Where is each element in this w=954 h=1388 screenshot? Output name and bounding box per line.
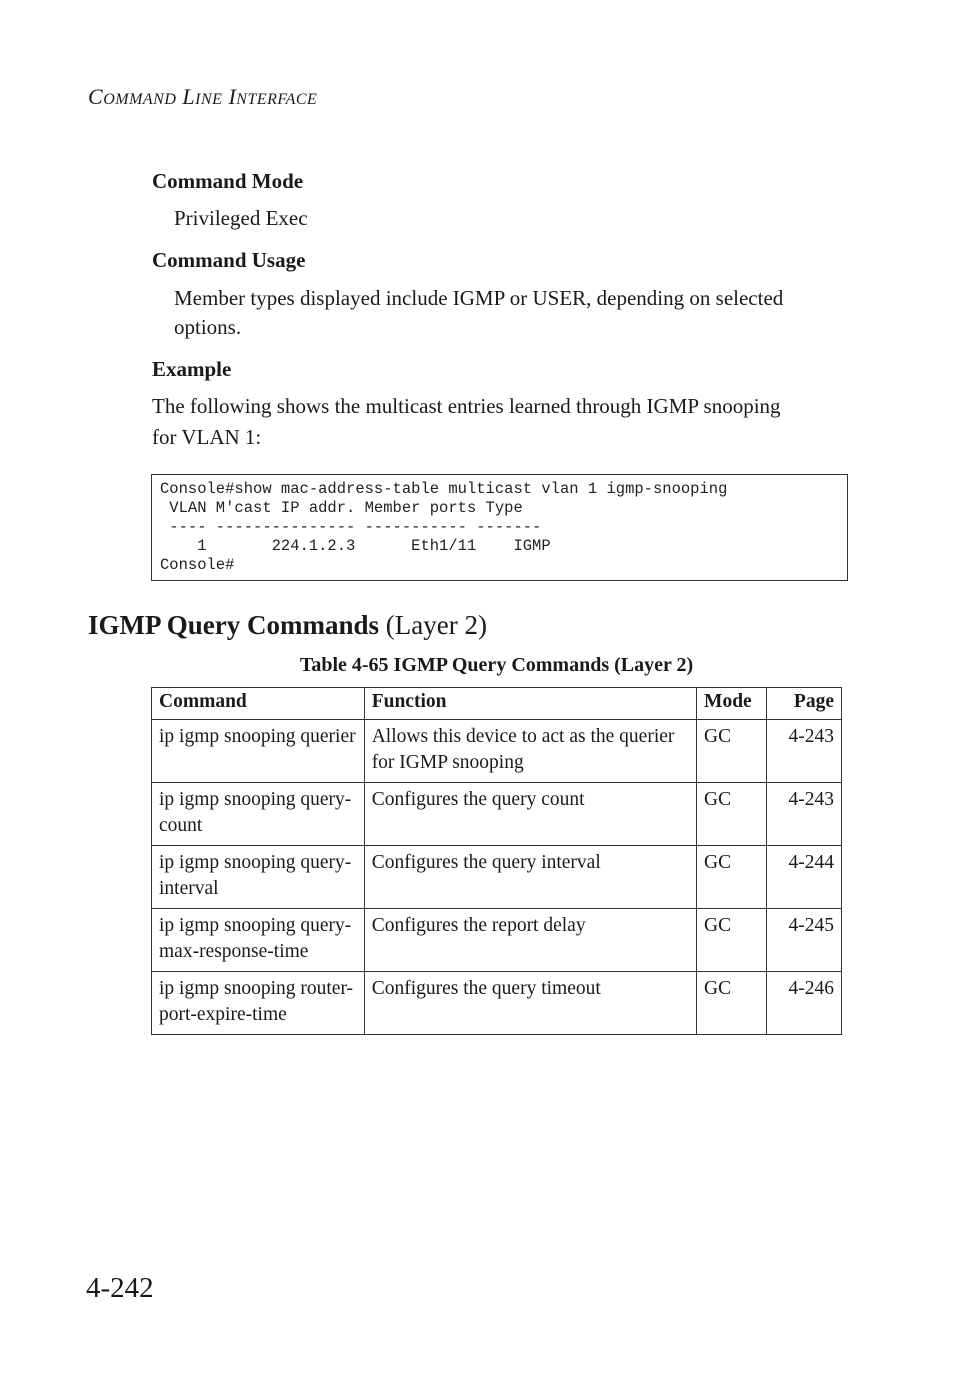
function-cell: Configures the query count — [364, 783, 696, 846]
command-cell: ip igmp snooping query-max-response-time — [152, 909, 365, 972]
command-usage-heading: Command Usage — [152, 248, 306, 272]
command-cell: ip igmp snooping router-port-expire-time — [152, 972, 365, 1035]
function-cell: Configures the report delay — [364, 909, 696, 972]
page-cell: 4-243 — [767, 783, 842, 846]
command-cell: ip igmp snooping query-count — [152, 783, 365, 846]
page-cell: 4-244 — [767, 846, 842, 909]
table-row — [152, 972, 842, 1035]
mode-cell: GC — [697, 846, 767, 909]
section-title: IGMP Query Commands (Layer 2) — [88, 610, 487, 640]
table-row — [152, 783, 842, 846]
mode-cell: GC — [697, 720, 767, 783]
column-header-function: Function — [364, 688, 696, 720]
page-cell: 4-243 — [767, 720, 842, 783]
function-cell: Allows this device to act as the querier for IGMP snooping — [364, 720, 696, 783]
table-row — [152, 846, 842, 909]
mode-cell: GC — [697, 909, 767, 972]
page-number: 4-242 — [86, 1272, 154, 1304]
mode-cell: GC — [697, 972, 767, 1035]
command-cell: ip igmp snooping querier — [152, 720, 365, 783]
console-example — [151, 474, 848, 581]
running-head: COMMAND LINE INTERFACE — [88, 84, 318, 109]
example-heading: Example — [152, 357, 232, 381]
command-mode-heading: Command Mode — [152, 169, 304, 193]
command-cell: ip igmp snooping query-interval — [152, 846, 365, 909]
column-header-command: Command — [152, 688, 365, 720]
command-usage-text: Member types displayed include IGMP or USER, depending on selected options. — [174, 286, 784, 339]
column-header-page: Page — [767, 688, 842, 720]
table-caption: Table 4-65 IGMP Query Commands (Layer 2) — [299, 654, 694, 676]
table-row — [152, 909, 842, 972]
example-text: The following shows the multicast entries learned through IGMP snooping for VLAN 1: — [152, 394, 781, 449]
console-output: Console#show mac-address-table multicast vlan 1 igmp-snooping VLAN M'cast IP addr. Member ports Type ---- --------------- ----------- ------- 1 224.1.2.3 Eth1/11 IGMP Console# — [160, 480, 728, 574]
page-cell: 4-245 — [767, 909, 842, 972]
igmp-query-commands-table — [151, 687, 842, 1035]
table-row — [152, 720, 842, 783]
table-header-row — [152, 688, 842, 720]
mode-cell: GC — [697, 783, 767, 846]
function-cell: Configures the query interval — [364, 846, 696, 909]
command-mode-text: Privileged Exec — [174, 206, 308, 230]
page-cell: 4-246 — [767, 972, 842, 1035]
function-cell: Configures the query timeout — [364, 972, 696, 1035]
column-header-mode: Mode — [697, 688, 767, 720]
